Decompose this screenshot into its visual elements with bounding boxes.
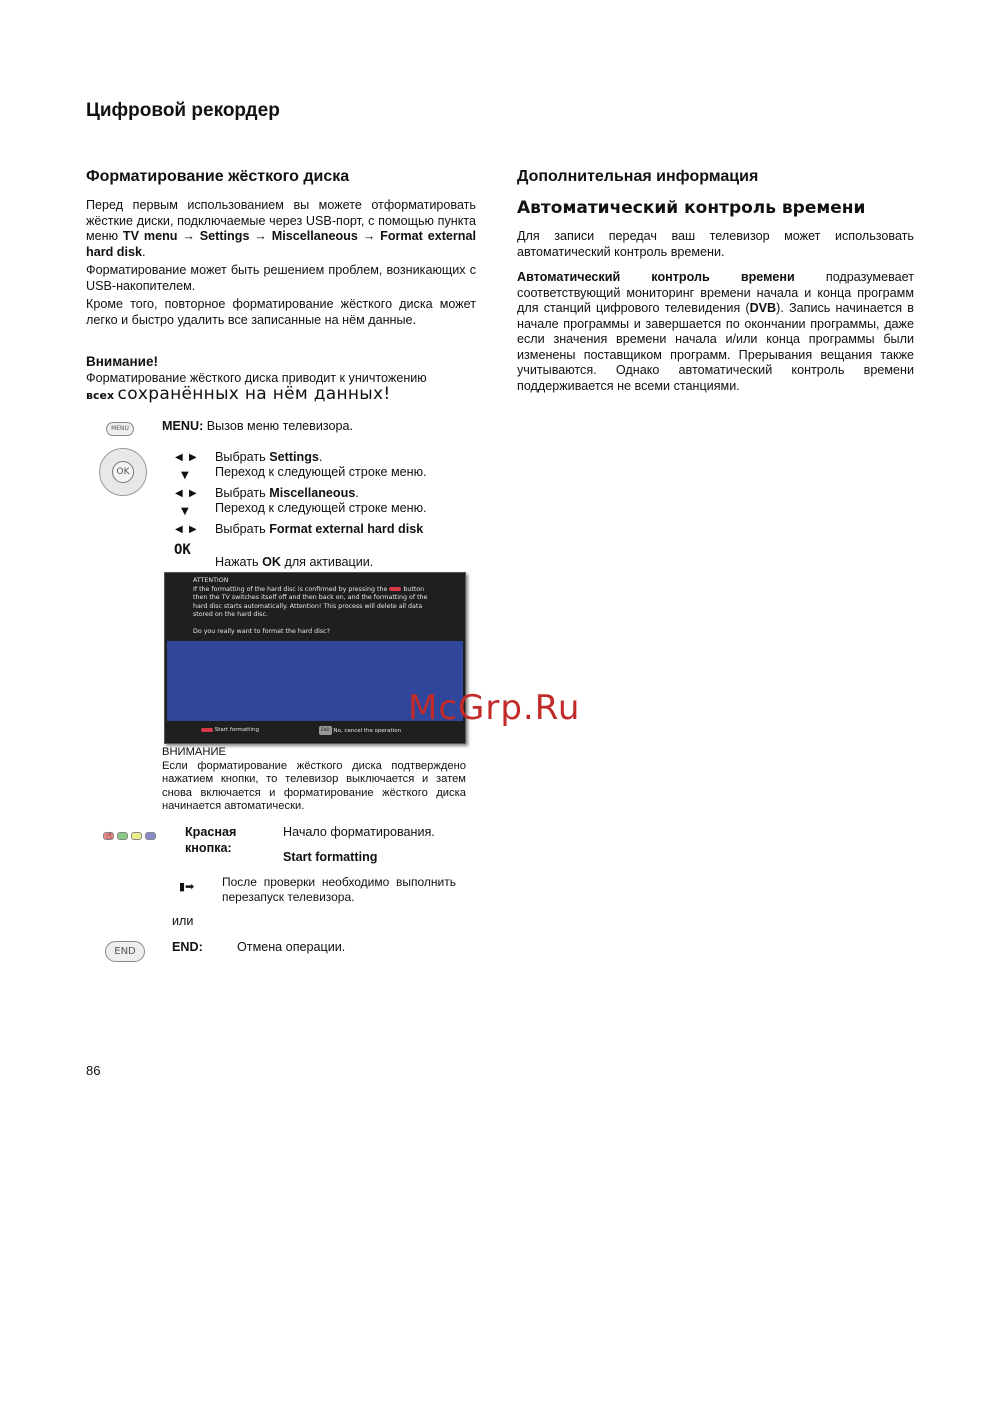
warning-title: Внимание! [86,354,158,369]
end-text: Отмена операции. [237,940,346,954]
green-dot-icon [117,832,128,840]
paragraph-problems: Форматирование может быть решением проблем, возникающих с USB-накопителем. [86,263,476,293]
auto-time-description: Автоматический контроль времени подразумевает соответствующий мониторинг времени начала и конца программ для станций цифрового телевидения (DVB). Запись начинается в начале программы и завершается по окончании программы, даже если значения времени начала и/или конца программы были изменены поставщиком программ. Прерывания вещания также учитываются. Однако автоматический контроль времени поддерживается не всеми станциями. [517,270,915,393]
left-right-arrow-icon: ◀ ▶ [175,524,197,535]
step-select-miscellaneous: Выбрать Miscellaneous. [215,486,359,500]
intro-paragraph: Перед первым использованием вы можете отформатировать жёсткие диски, подключаемые через USB-порт, с помощью пункта меню TV menu → Settings → Miscellaneous → Format external hard disk. [86,198,476,259]
down-arrow-icon: ▼ [181,506,189,517]
or-text: или [172,914,194,928]
step-select-format: Выбрать Format external hard disk [215,522,424,536]
section-heading-formatting: Форматирование жёсткого диска [86,168,350,185]
tv-footer-start: Start formatting [201,726,259,735]
navigation-wheel-icon [99,448,147,496]
left-right-arrow-icon: ◀ ▶ [175,452,197,463]
note-arrow-icon: ▮➡ [179,880,195,893]
red-button-text: Начало форматирования. [283,825,435,839]
step-next-line-1: Переход к следующей строке меню. [215,465,427,479]
section-heading-additional-info: Дополнительная информация [517,168,759,185]
red-button-label: Красная кнопка: [185,825,237,855]
menu-button-icon: MENU [106,422,134,436]
warning-text: Форматирование жёсткого диска приводит к уничтожению всех сохранённых на нём данных! [86,371,427,404]
blue-dot-icon [145,832,156,840]
left-right-arrow-icon: ◀ ▶ [175,488,197,499]
red-button-icon [201,728,213,732]
end-button-icon: END [105,941,145,962]
step-select-settings: Выбрать Settings. [215,450,323,464]
red-button-icon [389,587,401,591]
step-next-line-2: Переход к следующей строке меню. [215,501,427,515]
restart-note: После проверки необходимо выполнить перезапуск телевизора. [222,875,456,904]
ok-center-icon: OK [112,461,134,483]
yellow-dot-icon [131,832,142,840]
watermark-logo: McGrp.Ru [408,688,581,728]
pointer-hand-icon: ☝ [106,831,113,842]
end-button-icon: END [319,726,332,735]
down-arrow-icon: ▼ [181,470,189,481]
end-label: END: [172,940,203,954]
ok-symbol-icon: OK [174,542,191,558]
page-number: 86 [86,1063,101,1078]
section-heading-auto-time-control: Автоматический контроль времени [517,198,866,218]
red-button-action: Start formatting [283,850,378,864]
tv-dialog-text: ATTENTION If the formatting of the hard disc is confirmed by pressing the button then the TV switches itself off and then back on, and the formatting of the hard disc starts automatically. Attention! This process will delete all data stored on the hard disc. Do you really want to format the hard disc? [193,577,428,635]
step-press-ok: Нажать OK для активации. [215,555,374,569]
page-title: Цифровой рекордер [86,100,280,121]
screenshot-caption: ВНИМАНИЕ Если форматирование жёсткого диска подтверждено нажатием кнопки, то телевизор выключается и затем снова включается и форматирование жёсткого диска начинается автоматически. [162,746,466,812]
menu-step: MENU: Вызов меню телевизора. [162,419,354,433]
paragraph-delete: Кроме того, повторное форматирование жёсткого диска может легко и быстро удалить все записанные на нём данные. [86,297,476,327]
auto-time-intro: Для записи передач ваш телевизор может использовать автоматический контроль времени. [517,229,914,259]
tv-footer-cancel: END No, cancel the operation [321,727,402,734]
